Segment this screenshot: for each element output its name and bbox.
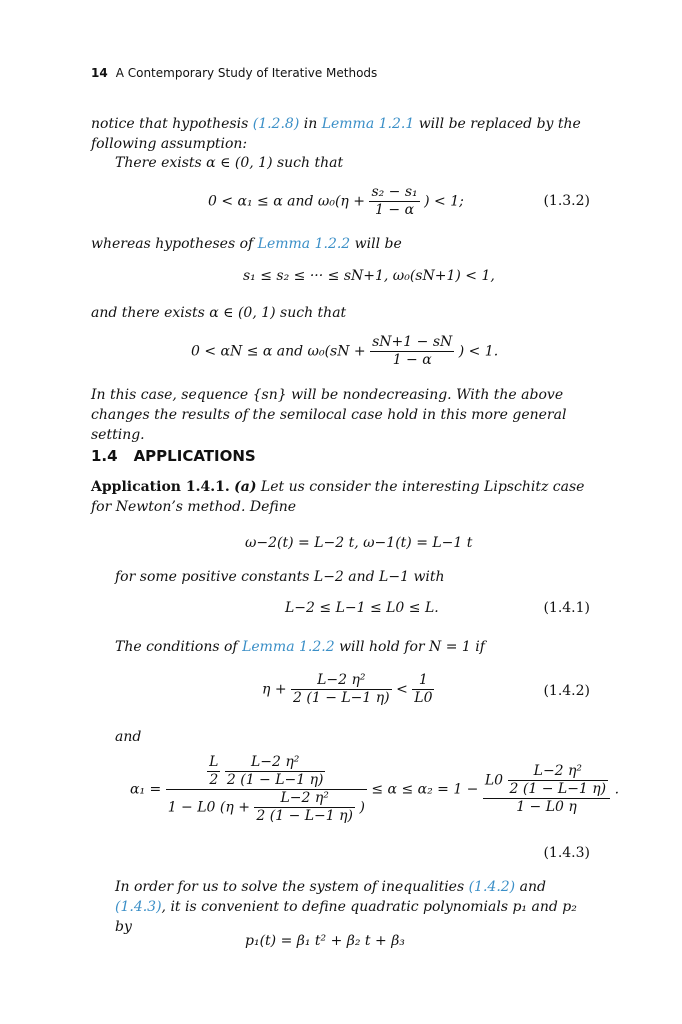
equation-1-4-1: L−2 ≤ L−1 ≤ L0 ≤ L. xyxy=(285,600,439,616)
denominator: 1 − α xyxy=(392,352,432,368)
denominator: 2 (1 − L−1 η) xyxy=(509,781,607,797)
eq-left: η + xyxy=(262,681,287,698)
paragraph-positive-constants: for some positive constants L−2 and L−1 with xyxy=(115,569,445,585)
section-title: APPLICATIONS xyxy=(133,447,256,465)
denominator: L0 xyxy=(414,690,433,706)
running-title: A Contemporary Study of Iterative Methods xyxy=(115,66,378,80)
fraction xyxy=(207,754,220,789)
eq-right: ) < 1; xyxy=(424,193,464,210)
fraction xyxy=(412,672,434,707)
eq-right: ) < 1. xyxy=(458,343,499,360)
numerator xyxy=(166,754,367,790)
equation-1-4-2 xyxy=(262,672,434,707)
den-left: 1 − L0 (η + xyxy=(167,799,250,816)
running-header xyxy=(91,66,377,80)
numerator: L−2 η² xyxy=(225,754,326,772)
paragraph-and: and xyxy=(115,729,142,745)
denominator xyxy=(166,790,367,825)
numerator: L−2 η² xyxy=(291,672,392,690)
denominator: 2 (1 − L−1 η) xyxy=(293,690,390,706)
denominator: 1 − α xyxy=(375,202,415,218)
r-pre: L0 xyxy=(484,772,504,789)
text: will be xyxy=(350,236,402,252)
application-part: (a) xyxy=(234,479,257,495)
text: whereas hypotheses of xyxy=(91,236,258,252)
ref-link-lemma-1-2-2[interactable]: Lemma 1.2.2 xyxy=(257,236,351,252)
fraction xyxy=(508,763,609,798)
eq-mid: < xyxy=(396,681,408,698)
paragraph-there-exists: and there exists α ∈ (0, 1) such that xyxy=(91,305,347,321)
ref-link-lemma-1-2-1[interactable]: Lemma 1.2.1 xyxy=(321,116,415,132)
equation-number: (1.4.3) xyxy=(543,845,590,861)
numerator: L−2 η² xyxy=(508,763,609,781)
equation-number: (1.4.1) xyxy=(543,600,590,616)
equation-number: (1.3.2) xyxy=(543,193,590,209)
numerator xyxy=(483,763,610,799)
text: notice that hypothesis xyxy=(91,116,253,132)
paragraph-hypothesis xyxy=(91,114,591,154)
numerator: L xyxy=(209,754,219,770)
text: The conditions of xyxy=(115,639,243,655)
den-right: ) xyxy=(359,799,365,816)
denominator: 2 xyxy=(209,772,219,788)
numerator: L−2 η² xyxy=(254,790,355,808)
denominator: 1 − L0 η xyxy=(516,799,577,815)
text: In order for us to solve the system of inequalities xyxy=(115,879,469,895)
eq-mid: ≤ α ≤ α₂ = 1 − xyxy=(371,781,479,798)
paragraph-application xyxy=(91,477,591,517)
eq-end: . xyxy=(614,781,620,798)
fraction xyxy=(369,184,419,219)
application-label: Application 1.4.1. xyxy=(91,479,230,495)
equation-number: (1.4.2) xyxy=(543,683,590,699)
eq-lhs: α₁ = xyxy=(130,781,162,798)
paragraph-in-this-case: In this case, sequence {sn} will be nondecreasing. With the above changes the results of the semilocal case hold in this more general setting. xyxy=(91,387,567,443)
numerator: sN+1 − sN xyxy=(372,334,453,350)
equation-1-4-3 xyxy=(130,754,619,825)
paragraph-whereas xyxy=(91,234,591,254)
section-number: 1.4 xyxy=(91,447,118,465)
ref-link-lemma-1-2-2[interactable]: Lemma 1.2.2 xyxy=(242,639,335,655)
eq-left: 0 < αN ≤ α and ω₀(sN + xyxy=(191,343,366,360)
equation-1-3-2 xyxy=(208,184,464,219)
ref-link-1-4-2[interactable]: (1.4.2) xyxy=(468,879,516,895)
main-fraction xyxy=(166,754,367,825)
numerator: 1 xyxy=(412,672,434,690)
denominator: 2 (1 − L−1 η) xyxy=(226,772,324,788)
equation-omega: ω−2(t) = L−2 t, ω−1(t) = L−1 t xyxy=(245,535,473,551)
fraction xyxy=(291,672,392,707)
paragraph-exists: There exists α ∈ (0, 1) such that xyxy=(115,155,344,171)
page-number: 14 xyxy=(91,66,108,80)
fraction xyxy=(225,754,326,789)
paragraph-in-order xyxy=(115,877,591,937)
fraction xyxy=(370,334,454,369)
ref-link-1-4-3[interactable]: (1.4.3) xyxy=(115,899,162,915)
text: in xyxy=(299,116,322,132)
ref-link-1-2-8[interactable]: (1.2.8) xyxy=(252,116,300,132)
text: , it is convenient to define quadratic polynomials p₁ and p₂ by xyxy=(115,899,577,935)
section-heading xyxy=(91,447,272,465)
right-fraction xyxy=(483,763,610,816)
text: and xyxy=(515,879,546,895)
eq-left: 0 < α₁ ≤ α and ω₀(η + xyxy=(208,193,365,210)
fraction xyxy=(254,790,355,825)
text: Let us consider the interesting Lipschitz case for Newton’s method. Define xyxy=(91,479,585,515)
equation-p1: p₁(t) = β₁ t² + β₂ t + β₃ xyxy=(245,933,405,949)
paragraph-conditions xyxy=(115,637,615,657)
text: will be replaced by the following assumption: xyxy=(91,116,581,152)
denominator: 2 (1 − L−1 η) xyxy=(256,808,353,824)
text: will hold for N = 1 if xyxy=(334,639,485,655)
equation-sequence: s₁ ≤ s₂ ≤ ··· ≤ sN+1, ω₀(sN+1) < 1, xyxy=(243,268,495,284)
equation-alpha-n xyxy=(191,334,498,369)
numerator: s₂ − s₁ xyxy=(371,184,418,200)
